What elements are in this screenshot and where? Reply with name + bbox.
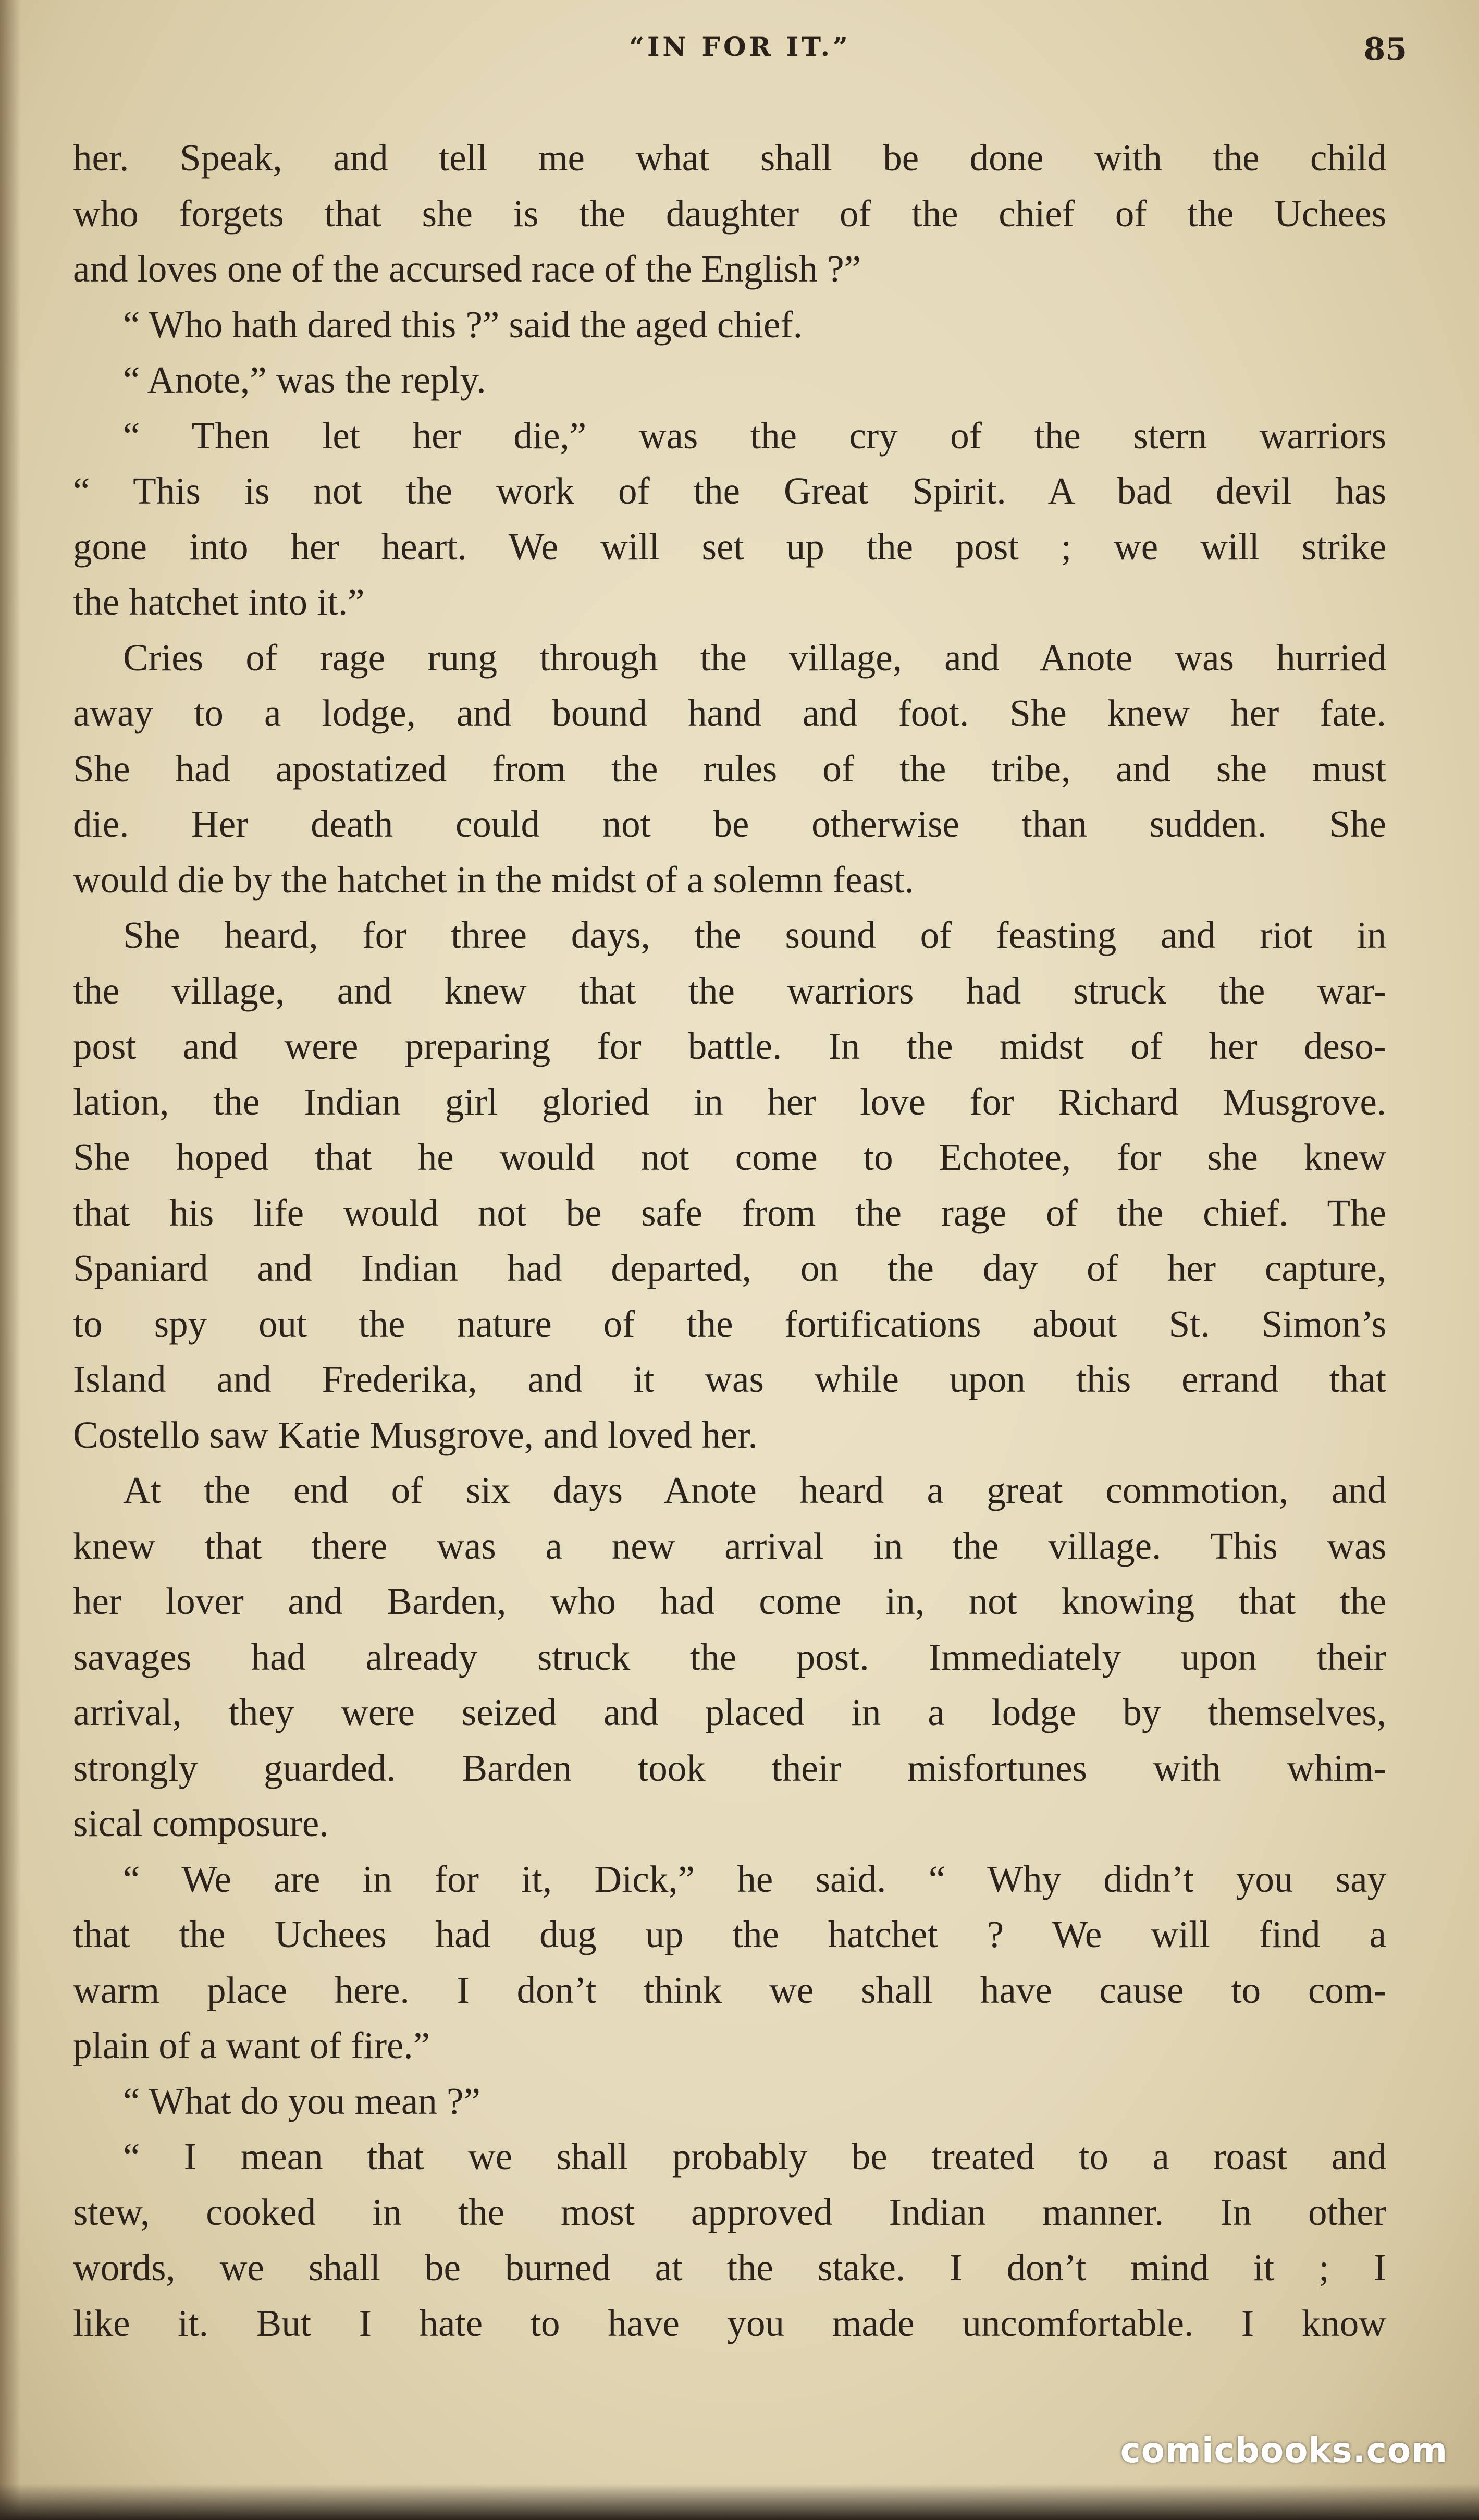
text-line: her. Speak, and tell me what shall be done with the child — [73, 137, 1386, 179]
watermark-text: comicbooks.com — [1120, 2430, 1448, 2470]
text-line: “ Anote,” was the reply. — [123, 359, 486, 401]
text-line: Cries of rage rung through the village, and Anote was hurried — [123, 636, 1386, 679]
text-line: “ We are in for it, Dick,” he said. “ Why didn’t you say — [123, 1857, 1386, 1900]
text-line: She heard, for three days, the sound of feasting and riot in — [123, 914, 1386, 956]
text-line: strongly guarded. Barden took their misfortunes with whim- — [73, 1746, 1386, 1789]
text-line: arrival, they were seized and placed in a lodge by themselves, — [73, 1691, 1386, 1733]
page-header — [73, 31, 1407, 83]
running-head: “IN FOR IT.” — [629, 31, 851, 62]
text-line: words, we shall be burned at the stake. I don’t mind it ; I — [73, 2246, 1386, 2289]
text-line: She hoped that he would not come to Echotee, for she knew — [73, 1136, 1386, 1178]
body-text — [73, 130, 1386, 2351]
text-line: the village, and knew that the warriors had struck the war- — [73, 969, 1386, 1012]
text-line: sical composure. — [73, 1802, 329, 1844]
text-line: die. Her death could not be otherwise than sudden. She — [73, 803, 1386, 845]
text-line: that his life would not be safe from the rage of the chief. The — [73, 1191, 1386, 1234]
text-line: like it. But I hate to have you made uncomfortable. I know — [73, 2302, 1386, 2344]
text-line: post and were preparing for battle. In the midst of her deso- — [73, 1025, 1386, 1067]
text-line: would die by the hatchet in the midst of a solemn feast. — [73, 858, 914, 901]
text-line: She had apostatized from the rules of the tribe, and she must — [73, 747, 1386, 790]
text-line: “ Then let her die,” was the cry of the stern warriors — [123, 414, 1386, 457]
text-line: lation, the Indian girl gloried in her love for Richard Musgrove. — [73, 1080, 1386, 1123]
text-line: stew, cooked in the most approved Indian manner. In other — [73, 2191, 1386, 2233]
text-line: plain of a want of fire.” — [73, 2024, 430, 2066]
text-line: savages had already struck the post. Immediately upon their — [73, 1635, 1386, 1678]
text-line: to spy out the nature of the fortifications about St. Simon’s — [73, 1302, 1386, 1345]
text-line: away to a lodge, and bound hand and foot. She knew her fate. — [73, 692, 1386, 734]
text-line: knew that there was a new arrival in the village. This was — [73, 1524, 1386, 1567]
text-line: Island and Frederika, and it was while upon this errand that — [73, 1358, 1386, 1400]
text-line: gone into her heart. We will set up the post ; we will strike — [73, 525, 1386, 568]
text-line: At the end of six days Anote heard a great commotion, and — [123, 1469, 1386, 1511]
text-line: that the Uchees had dug up the hatchet ? We will find a — [73, 1913, 1386, 1955]
text-line: the hatchet into it.” — [73, 581, 365, 623]
text-line: and loves one of the accursed race of the English ?” — [73, 248, 861, 290]
text-line: who forgets that she is the daughter of the chief of the Uchees — [73, 192, 1386, 235]
text-line: “ What do you mean ?” — [123, 2079, 480, 2122]
text-line: “ Who hath dared this ?” said the aged chief. — [123, 303, 803, 346]
text-line: Spaniard and Indian had departed, on the day of her capture, — [73, 1247, 1386, 1289]
page-number: 85 — [1363, 31, 1407, 68]
page-shadow-left — [0, 0, 21, 2520]
text-line: “ I mean that we shall probably be treated to a roast and — [123, 2135, 1386, 2178]
text-line: warm place here. I don’t think we shall have cause to com- — [73, 1968, 1386, 2011]
text-line: Costello saw Katie Musgrove, and loved her. — [73, 1413, 758, 1456]
text-line: “ This is not the work of the Great Spirit. A bad devil has — [73, 470, 1386, 512]
text-line: her lover and Barden, who had come in, not knowing that the — [73, 1580, 1386, 1622]
page-shadow-bottom — [0, 2484, 1479, 2520]
